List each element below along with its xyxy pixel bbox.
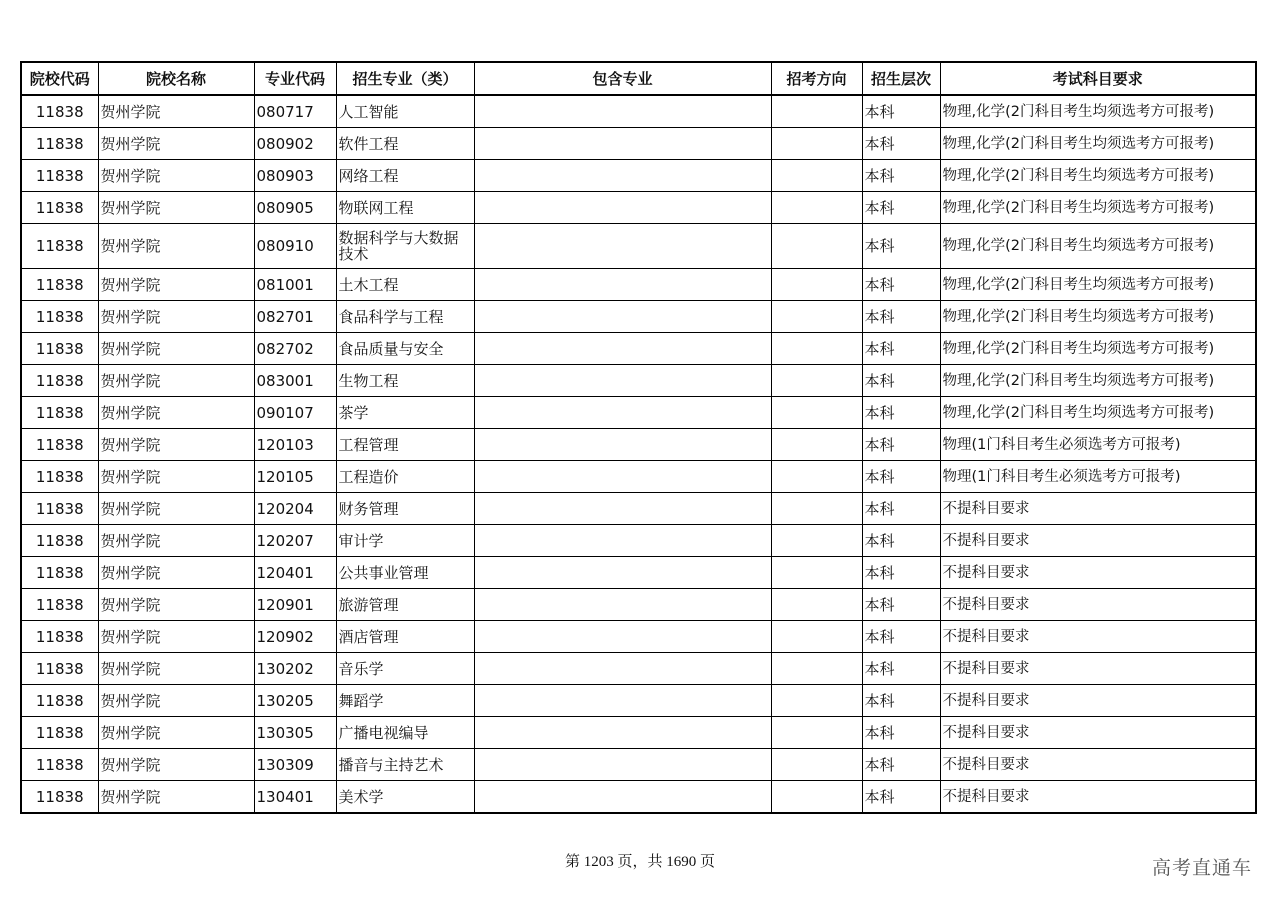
cell-major-code: 130305 — [254, 717, 336, 749]
cell-level: 本科 — [862, 653, 940, 685]
cell-subject-requirement: 不提科目要求 — [940, 685, 1256, 717]
cell-school-code: 11838 — [21, 301, 98, 333]
cell-major: 物联网工程 — [336, 192, 474, 224]
cell-major-code: 081001 — [254, 269, 336, 301]
table-row — [21, 192, 1256, 224]
cell-direction — [771, 397, 862, 429]
cell-school-code: 11838 — [21, 224, 98, 269]
cell-level: 本科 — [862, 621, 940, 653]
cell-level: 本科 — [862, 95, 940, 128]
table-row — [21, 525, 1256, 557]
cell-included-majors — [474, 749, 771, 781]
cell-major-code: 130401 — [254, 781, 336, 814]
cell-subject-requirement: 不提科目要求 — [940, 653, 1256, 685]
cell-level: 本科 — [862, 685, 940, 717]
cell-major: 音乐学 — [336, 653, 474, 685]
page-number: 第 1203 页，共 1690 页 — [564, 854, 715, 870]
cell-major-code: 080903 — [254, 160, 336, 192]
cell-major: 审计学 — [336, 525, 474, 557]
cell-subject-requirement: 物理,化学(2门科目考生均须选考方可报考) — [940, 269, 1256, 301]
cell-school-code: 11838 — [21, 95, 98, 128]
cell-major: 美术学 — [336, 781, 474, 814]
cell-school-code: 11838 — [21, 128, 98, 160]
cell-major-code: 120103 — [254, 429, 336, 461]
table-row — [21, 365, 1256, 397]
table-row — [21, 269, 1256, 301]
cell-school-code: 11838 — [21, 365, 98, 397]
table-body — [21, 95, 1256, 813]
cell-direction — [771, 461, 862, 493]
table-row — [21, 493, 1256, 525]
cell-major: 酒店管理 — [336, 621, 474, 653]
cell-included-majors — [474, 301, 771, 333]
cell-direction — [771, 749, 862, 781]
cell-major-code: 120105 — [254, 461, 336, 493]
cell-included-majors — [474, 685, 771, 717]
cell-direction — [771, 557, 862, 589]
cell-level: 本科 — [862, 365, 940, 397]
cell-school-code: 11838 — [21, 429, 98, 461]
cell-direction — [771, 365, 862, 397]
cell-school-name: 贺州学院 — [98, 269, 254, 301]
cell-level: 本科 — [862, 397, 940, 429]
cell-school-name: 贺州学院 — [98, 224, 254, 269]
cell-school-code: 11838 — [21, 493, 98, 525]
cell-included-majors — [474, 493, 771, 525]
cell-school-name: 贺州学院 — [98, 333, 254, 365]
cell-school-name: 贺州学院 — [98, 621, 254, 653]
cell-direction — [771, 717, 862, 749]
cell-school-name: 贺州学院 — [98, 557, 254, 589]
cell-school-code: 11838 — [21, 781, 98, 814]
table-row — [21, 717, 1256, 749]
table-row — [21, 749, 1256, 781]
cell-subject-requirement: 物理,化学(2门科目考生均须选考方可报考) — [940, 301, 1256, 333]
cell-school-code: 11838 — [21, 461, 98, 493]
cell-subject-requirement: 不提科目要求 — [940, 749, 1256, 781]
table-row — [21, 461, 1256, 493]
cell-direction — [771, 128, 862, 160]
cell-included-majors — [474, 557, 771, 589]
table-row — [21, 781, 1256, 814]
cell-direction — [771, 653, 862, 685]
cell-level: 本科 — [862, 493, 940, 525]
cell-school-name: 贺州学院 — [98, 493, 254, 525]
cell-school-name: 贺州学院 — [98, 128, 254, 160]
cell-included-majors — [474, 128, 771, 160]
cell-level: 本科 — [862, 525, 940, 557]
cell-school-name: 贺州学院 — [98, 653, 254, 685]
table-row — [21, 429, 1256, 461]
cell-major-code: 120901 — [254, 589, 336, 621]
admissions-table — [20, 61, 1257, 814]
cell-major-code: 082701 — [254, 301, 336, 333]
table-row — [21, 224, 1256, 269]
cell-major: 财务管理 — [336, 493, 474, 525]
cell-subject-requirement: 不提科目要求 — [940, 525, 1256, 557]
table-row — [21, 301, 1256, 333]
cell-major-code: 130202 — [254, 653, 336, 685]
cell-included-majors — [474, 192, 771, 224]
cell-level: 本科 — [862, 160, 940, 192]
cell-direction — [771, 224, 862, 269]
cell-direction — [771, 493, 862, 525]
cell-direction — [771, 333, 862, 365]
cell-major: 食品质量与安全 — [336, 333, 474, 365]
cell-major: 土木工程 — [336, 269, 474, 301]
cell-subject-requirement: 物理,化学(2门科目考生均须选考方可报考) — [940, 192, 1256, 224]
cell-school-name: 贺州学院 — [98, 525, 254, 557]
cell-school-code: 11838 — [21, 525, 98, 557]
cell-major-code: 080905 — [254, 192, 336, 224]
cell-major-code: 080902 — [254, 128, 336, 160]
cell-subject-requirement: 物理,化学(2门科目考生均须选考方可报考) — [940, 333, 1256, 365]
cell-direction — [771, 781, 862, 814]
cell-level: 本科 — [862, 301, 940, 333]
header-school-name: 院校名称 — [98, 62, 254, 95]
cell-major: 生物工程 — [336, 365, 474, 397]
cell-level: 本科 — [862, 192, 940, 224]
cell-direction — [771, 621, 862, 653]
cell-level: 本科 — [862, 781, 940, 814]
cell-major: 舞蹈学 — [336, 685, 474, 717]
table-header-row — [21, 62, 1256, 95]
cell-direction — [771, 269, 862, 301]
header-direction: 招考方向 — [771, 62, 862, 95]
cell-major-code: 090107 — [254, 397, 336, 429]
cell-direction — [771, 160, 862, 192]
cell-included-majors — [474, 365, 771, 397]
cell-direction — [771, 589, 862, 621]
table-row — [21, 685, 1256, 717]
cell-level: 本科 — [862, 717, 940, 749]
table-row — [21, 653, 1256, 685]
cell-level: 本科 — [862, 333, 940, 365]
cell-major: 茶学 — [336, 397, 474, 429]
cell-major: 广播电视编导 — [336, 717, 474, 749]
table-row — [21, 128, 1256, 160]
cell-level: 本科 — [862, 269, 940, 301]
cell-level: 本科 — [862, 224, 940, 269]
table-row — [21, 333, 1256, 365]
cell-level: 本科 — [862, 461, 940, 493]
table-row — [21, 557, 1256, 589]
cell-included-majors — [474, 589, 771, 621]
cell-major-code: 080910 — [254, 224, 336, 269]
cell-major: 食品科学与工程 — [336, 301, 474, 333]
cell-school-name: 贺州学院 — [98, 717, 254, 749]
cell-included-majors — [474, 461, 771, 493]
watermark-text: 高考直通车 — [1151, 857, 1252, 879]
header-subject-requirement: 考试科目要求 — [940, 62, 1256, 95]
header-school-code: 院校代码 — [21, 62, 98, 95]
cell-school-name: 贺州学院 — [98, 749, 254, 781]
header-major-code: 专业代码 — [254, 62, 336, 95]
cell-subject-requirement: 物理,化学(2门科目考生均须选考方可报考) — [940, 397, 1256, 429]
cell-subject-requirement: 物理,化学(2门科目考生均须选考方可报考) — [940, 128, 1256, 160]
cell-major: 旅游管理 — [336, 589, 474, 621]
cell-school-code: 11838 — [21, 557, 98, 589]
cell-included-majors — [474, 397, 771, 429]
cell-subject-requirement: 物理(1门科目考生必须选考方可报考) — [940, 461, 1256, 493]
cell-level: 本科 — [862, 749, 940, 781]
cell-subject-requirement: 物理,化学(2门科目考生均须选考方可报考) — [940, 160, 1256, 192]
cell-subject-requirement: 不提科目要求 — [940, 493, 1256, 525]
cell-major-code: 083001 — [254, 365, 336, 397]
cell-school-code: 11838 — [21, 621, 98, 653]
cell-subject-requirement: 不提科目要求 — [940, 717, 1256, 749]
cell-school-name: 贺州学院 — [98, 429, 254, 461]
cell-school-code: 11838 — [21, 269, 98, 301]
cell-included-majors — [474, 429, 771, 461]
header-level: 招生层次 — [862, 62, 940, 95]
cell-subject-requirement: 物理,化学(2门科目考生均须选考方可报考) — [940, 224, 1256, 269]
cell-major: 播音与主持艺术 — [336, 749, 474, 781]
cell-major-code: 130205 — [254, 685, 336, 717]
cell-included-majors — [474, 653, 771, 685]
cell-school-code: 11838 — [21, 160, 98, 192]
cell-included-majors — [474, 621, 771, 653]
cell-major: 工程造价 — [336, 461, 474, 493]
cell-major: 网络工程 — [336, 160, 474, 192]
cell-level: 本科 — [862, 429, 940, 461]
cell-school-code: 11838 — [21, 717, 98, 749]
cell-included-majors — [474, 781, 771, 814]
cell-major: 公共事业管理 — [336, 557, 474, 589]
cell-direction — [771, 429, 862, 461]
table-row — [21, 589, 1256, 621]
cell-school-code: 11838 — [21, 397, 98, 429]
cell-direction — [771, 301, 862, 333]
cell-major: 工程管理 — [336, 429, 474, 461]
cell-major: 人工智能 — [336, 95, 474, 128]
cell-school-name: 贺州学院 — [98, 192, 254, 224]
cell-subject-requirement: 物理(1门科目考生必须选考方可报考) — [940, 429, 1256, 461]
header-included-majors: 包含专业 — [474, 62, 771, 95]
cell-major: 软件工程 — [336, 128, 474, 160]
cell-major-code: 120204 — [254, 493, 336, 525]
cell-included-majors — [474, 333, 771, 365]
cell-school-name: 贺州学院 — [98, 160, 254, 192]
table-row — [21, 397, 1256, 429]
cell-subject-requirement: 不提科目要求 — [940, 621, 1256, 653]
cell-direction — [771, 95, 862, 128]
cell-major-code: 120401 — [254, 557, 336, 589]
cell-school-code: 11838 — [21, 685, 98, 717]
cell-included-majors — [474, 160, 771, 192]
cell-subject-requirement: 物理,化学(2门科目考生均须选考方可报考) — [940, 365, 1256, 397]
cell-school-code: 11838 — [21, 653, 98, 685]
cell-school-code: 11838 — [21, 589, 98, 621]
cell-level: 本科 — [862, 589, 940, 621]
cell-subject-requirement: 物理,化学(2门科目考生均须选考方可报考) — [940, 95, 1256, 128]
cell-direction — [771, 525, 862, 557]
table-row — [21, 95, 1256, 128]
cell-major-code: 120902 — [254, 621, 336, 653]
cell-included-majors — [474, 224, 771, 269]
cell-level: 本科 — [862, 128, 940, 160]
cell-subject-requirement: 不提科目要求 — [940, 781, 1256, 814]
cell-school-name: 贺州学院 — [98, 301, 254, 333]
cell-included-majors — [474, 269, 771, 301]
cell-included-majors — [474, 95, 771, 128]
cell-major-code: 130309 — [254, 749, 336, 781]
cell-direction — [771, 685, 862, 717]
cell-direction — [771, 192, 862, 224]
header-major: 招生专业（类） — [336, 62, 474, 95]
cell-level: 本科 — [862, 557, 940, 589]
cell-school-code: 11838 — [21, 192, 98, 224]
cell-major: 数据科学与大数据技术 — [336, 224, 474, 269]
cell-school-name: 贺州学院 — [98, 95, 254, 128]
cell-school-code: 11838 — [21, 749, 98, 781]
cell-included-majors — [474, 525, 771, 557]
table-row — [21, 621, 1256, 653]
cell-school-name: 贺州学院 — [98, 397, 254, 429]
cell-major-code: 120207 — [254, 525, 336, 557]
cell-school-name: 贺州学院 — [98, 589, 254, 621]
cell-school-name: 贺州学院 — [98, 365, 254, 397]
cell-included-majors — [474, 717, 771, 749]
cell-subject-requirement: 不提科目要求 — [940, 589, 1256, 621]
cell-major-code: 080717 — [254, 95, 336, 128]
cell-major-code: 082702 — [254, 333, 336, 365]
cell-school-name: 贺州学院 — [98, 461, 254, 493]
cell-subject-requirement: 不提科目要求 — [940, 557, 1256, 589]
table-row — [21, 160, 1256, 192]
cell-school-code: 11838 — [21, 333, 98, 365]
cell-school-name: 贺州学院 — [98, 685, 254, 717]
cell-school-name: 贺州学院 — [98, 781, 254, 814]
